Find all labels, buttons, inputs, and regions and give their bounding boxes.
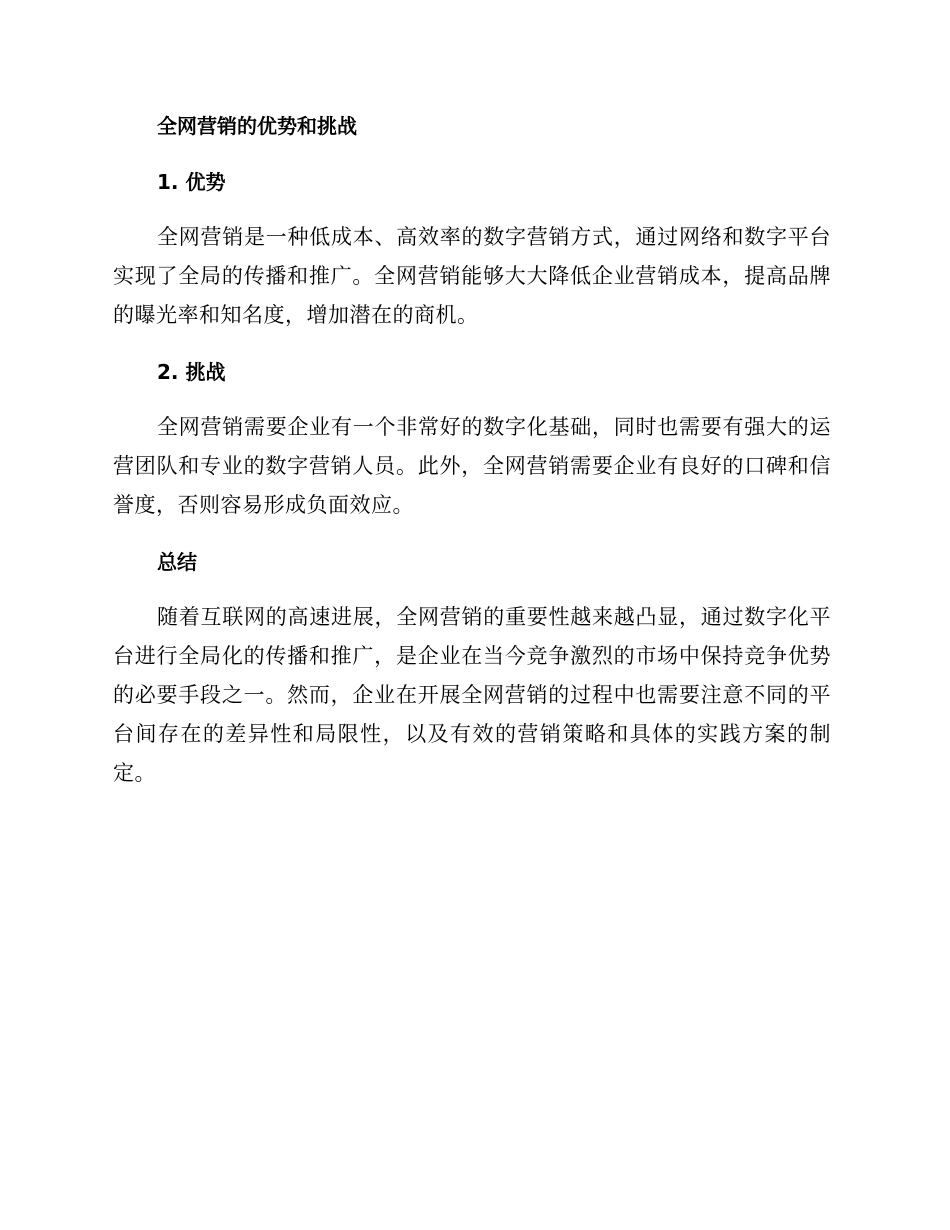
document-content — [113, 108, 831, 793]
document-title: 全网营销的优势和挑战 — [157, 114, 357, 138]
section-paragraph-summary: 随着互联网的高速进展，全网营销的重要性越来越凸显，通过数字化平台进行全局化的传播和推广，是企业在当今竞争激烈的市场中保持竞争优势的必要手段之一。然而，企业在开展全网营销的过程中也需要注意不同的平台间存在的差异性和局限性，以及有效的营销策略和具体的实践方案的制定。 — [113, 605, 831, 785]
section-heading-challenges: 2. 挑战 — [157, 360, 226, 384]
section-paragraph-challenges: 全网营销需要企业有一个非常好的数字化基础，同时也需要有强大的运营团队和专业的数字营销人员。此外，全网营销需要企业有良好的口碑和信誉度，否则容易形成负面效应。 — [113, 415, 831, 517]
section-heading-summary: 总结 — [157, 550, 197, 574]
section-paragraph-advantages: 全网营销是一种低成本、高效率的数字营销方式，通过网络和数字平台实现了全局的传播和推广。全网营销能够大大降低企业营销成本，提高品牌的曝光率和知名度，增加潜在的商机。 — [113, 225, 831, 327]
section-heading-advantages: 1. 优势 — [157, 170, 226, 194]
